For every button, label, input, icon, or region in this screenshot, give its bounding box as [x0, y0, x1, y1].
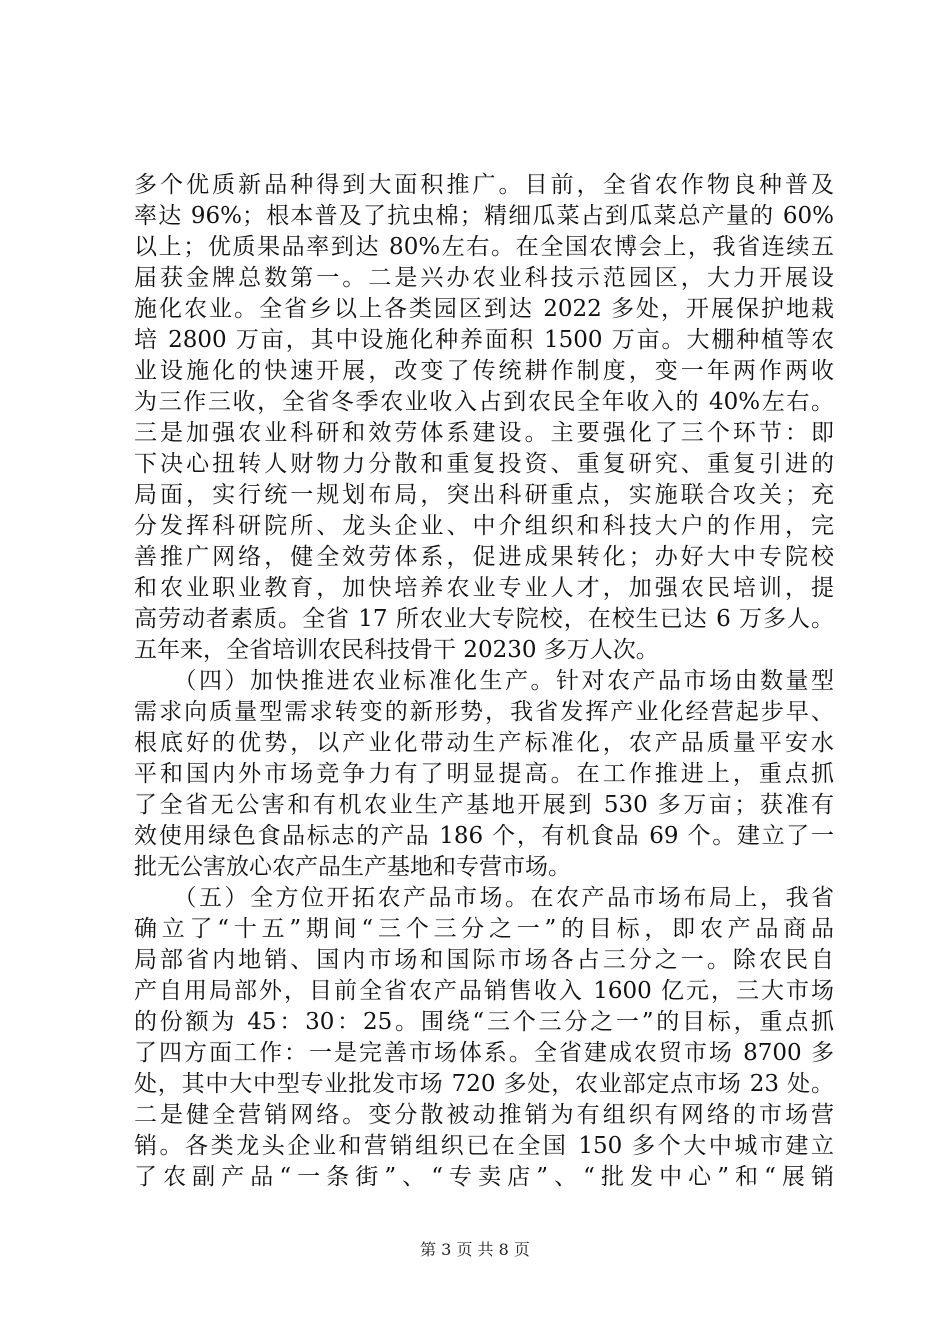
text-line: 和农业职业教育，加快培养农业专业人才，加强农民培训，提 [134, 575, 834, 601]
text-line: 的份额为 45：30：25。围绕“三个三分之一”的目标，重点抓 [134, 1009, 834, 1035]
text-line: 业设施化的快速开展，改变了传统耕作制度，变一年两作两收 [134, 358, 834, 384]
text-line: 三是加强农业科研和效劳体系建设。主要强化了三个环节：即 [134, 420, 834, 446]
text-line: 届获金牌总数第一。二是兴办农业科技示范园区，大力开展设 [134, 265, 834, 291]
body-text [134, 170, 834, 1193]
page-footer: 第 3 页 共 8 页 [420, 1240, 530, 1259]
text-line: 确立了“十五”期间“三个三分之一”的目标，即农产品商品 [134, 916, 834, 942]
text-line: 根底好的优势，以产业化带动生产标准化，农产品质量平安水 [134, 730, 834, 756]
text-line: 处，其中大中型专业批发市场 720 多处，农业部定点市场 23 处。 [134, 1071, 834, 1097]
text-line: 施化农业。全省乡以上各类园区到达 2022 多处，开展保护地栽 [134, 296, 834, 322]
text-line: 为三作三收，全省冬季农业收入占到农民全年收入的 40%左右。 [134, 389, 834, 415]
text-line: （四）加快推进农业标准化生产。针对农产品市场由数量型 [134, 668, 834, 694]
text-line: 需求向质量型需求转变的新形势，我省发挥产业化经营起步早、 [134, 699, 834, 725]
text-line: 五年来，全省培训农民科技骨干 20230 多万人次。 [134, 637, 659, 663]
text-line: （五）全方位开拓农产品市场。在农产品市场布局上，我省 [134, 885, 834, 911]
text-line: 局部省内地销、国内市场和国际市场各占三分之一。除农民自 [134, 947, 834, 973]
text-line: 批无公害放心农产品生产基地和专营市场。 [134, 854, 571, 880]
text-line: 销。各类龙头企业和营销组织已在全国 150 多个大中城市建立 [134, 1133, 834, 1159]
text-line: 善推广网络，健全效劳体系，促进成果转化；办好大中专院校 [134, 544, 834, 570]
text-line: 效使用绿色食品标志的产品 186 个，有机食品 69 个。建立了一 [134, 823, 834, 849]
text-line: 产自用局部外，目前全省农产品销售收入 1600 亿元，三大市场 [134, 978, 834, 1004]
text-line: 了全省无公害和有机农业生产基地开展到 530 多万亩；获准有 [134, 792, 834, 818]
text-line: 培 2800 万亩，其中设施化种养面积 1500 万亩。大棚种植等农 [134, 327, 834, 353]
text-line: 平和国内外市场竞争力有了明显提高。在工作推进上，重点抓 [134, 761, 834, 787]
text-line: 以上；优质果品率到达 80%左右。在全国农博会上，我省连续五 [134, 234, 834, 260]
text-line: 了农副产品“一条街”、“专卖店”、“批发中心”和“展销 [134, 1164, 834, 1190]
text-line: 下决心扭转人财物力分散和重复投资、重复研究、重复引进的 [134, 451, 834, 477]
text-line: 高劳动者素质。全省 17 所农业大专院校，在校生已达 6 万多人。 [134, 606, 834, 632]
text-line: 了四方面工作：一是完善市场体系。全省建成农贸市场 8700 多 [134, 1040, 834, 1066]
text-line: 率达 96%；根本普及了抗虫棉；精细瓜菜占到瓜菜总产量的 60% [134, 203, 834, 229]
text-line: 多个优质新品种得到大面积推广。目前，全省农作物良种普及 [134, 172, 834, 198]
text-line: 分发挥科研院所、龙头企业、中介组织和科技大户的作用，完 [134, 513, 834, 539]
text-line: 二是健全营销网络。变分散被动推销为有组织有网络的市场营 [134, 1102, 834, 1128]
text-line: 局面，实行统一规划布局，突出科研重点，实施联合攻关；充 [134, 482, 834, 508]
